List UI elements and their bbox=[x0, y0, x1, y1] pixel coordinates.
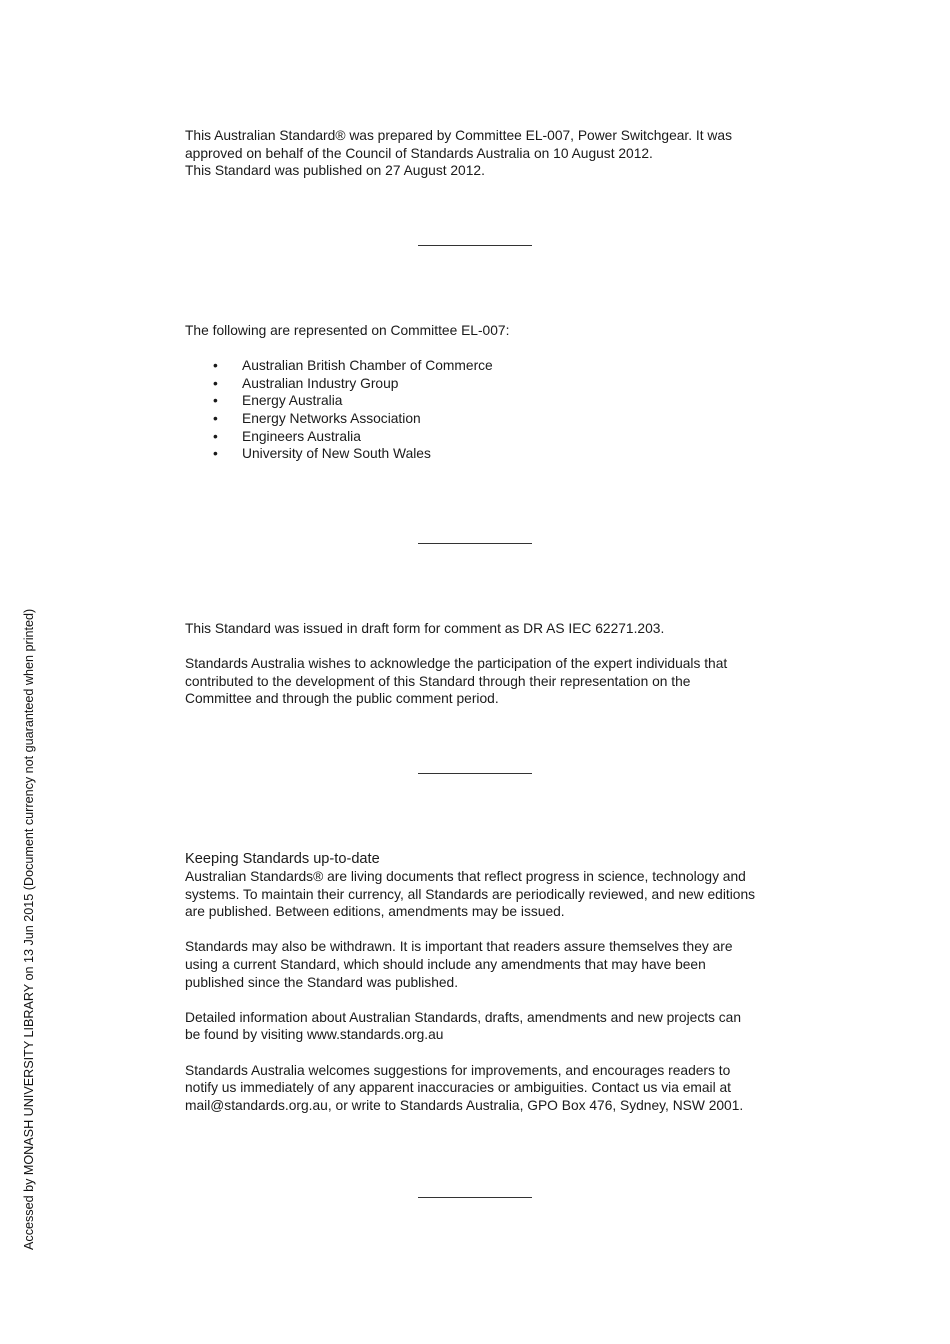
paragraph-line: mail@standards.org.au, or write to Standards Australia, GPO Box 476, Sydney, NSW 2001. bbox=[185, 1097, 744, 1113]
committee-member-list bbox=[185, 357, 775, 463]
section-divider bbox=[418, 1197, 532, 1198]
section-heading: Keeping Standards up-to-date bbox=[185, 851, 380, 867]
paragraph-line: published since the Standard was published. bbox=[185, 974, 459, 990]
paragraph-line: notify us immediately of any apparent inaccuracies or ambiguities. Contact us via email at bbox=[185, 1080, 732, 1096]
preparation-statement bbox=[185, 127, 775, 180]
paragraph-line: are published. Between editions, amendments may be issued. bbox=[185, 904, 565, 920]
paragraph-line: Standards Australia welcomes suggestions for improvements, and encourages readers to bbox=[185, 1062, 731, 1078]
paragraph-line: Standards may also be withdrawn. It is important that readers assure themselves they are bbox=[185, 939, 733, 955]
keeping-standards-section bbox=[185, 850, 775, 1114]
list-item: • Australian Industry Group bbox=[213, 375, 399, 391]
paragraph-line: using a current Standard, which should include any amendments that may have been bbox=[185, 956, 706, 972]
bullet-icon: • bbox=[213, 375, 218, 391]
prep-line-1: This Australian Standard® was prepared by Committee EL-007, Power Switchgear. It was bbox=[185, 128, 732, 143]
bullet-icon: • bbox=[213, 446, 218, 462]
list-item: • University of New South Wales bbox=[213, 446, 431, 462]
list-item: • Energy Australia bbox=[213, 393, 343, 409]
bullet-icon: • bbox=[213, 393, 218, 409]
list-item: • Australian British Chamber of Commerce bbox=[213, 358, 493, 374]
draft-section bbox=[185, 620, 775, 708]
committee-section bbox=[185, 322, 775, 463]
paragraph-line: Australian Standards® are living documents that reflect progress in science, technology and bbox=[185, 869, 746, 884]
prep-line-3: This Standard was published on 27 August 2012. bbox=[185, 163, 485, 179]
committee-intro: The following are represented on Committee EL-007: bbox=[185, 323, 510, 338]
paragraph-line: systems. To maintain their currency, all Standards are periodically reviewed, and new editions bbox=[185, 886, 756, 902]
paragraph-line: be found by visiting www.standards.org.au bbox=[185, 1027, 444, 1043]
ack-line-3: Committee and through the public comment period. bbox=[185, 691, 499, 707]
access-watermark-note: Accessed by MONASH UNIVERSITY LIBRARY on 13 Jun 2015 (Document currency not guaranteed when printed) bbox=[22, 608, 36, 1250]
website-link[interactable]: www.standards.org.au bbox=[306, 1027, 444, 1043]
bullet-icon: • bbox=[213, 358, 218, 374]
draft-statement: This Standard was issued in draft form for comment as DR AS IEC 62271.203. bbox=[185, 621, 665, 636]
list-item: • Energy Networks Association bbox=[213, 410, 421, 426]
ack-line-1: Standards Australia wishes to acknowledge the participation of the expert individuals that bbox=[185, 656, 728, 672]
list-item: • Engineers Australia bbox=[213, 428, 361, 444]
paragraph-line: Detailed information about Australian Standards, drafts, amendments and new projects can bbox=[185, 1009, 742, 1025]
section-divider bbox=[418, 543, 532, 544]
ack-line-2: contributed to the development of this Standard through their representation on the bbox=[185, 673, 691, 689]
prep-line-2: approved on behalf of the Council of Standards Australia on 10 August 2012. bbox=[185, 145, 653, 161]
bullet-icon: • bbox=[213, 410, 218, 426]
section-divider bbox=[418, 245, 532, 246]
email-link[interactable]: mail@standards.org.au bbox=[185, 1097, 328, 1113]
bullet-icon: • bbox=[213, 428, 218, 444]
section-divider bbox=[418, 773, 532, 774]
